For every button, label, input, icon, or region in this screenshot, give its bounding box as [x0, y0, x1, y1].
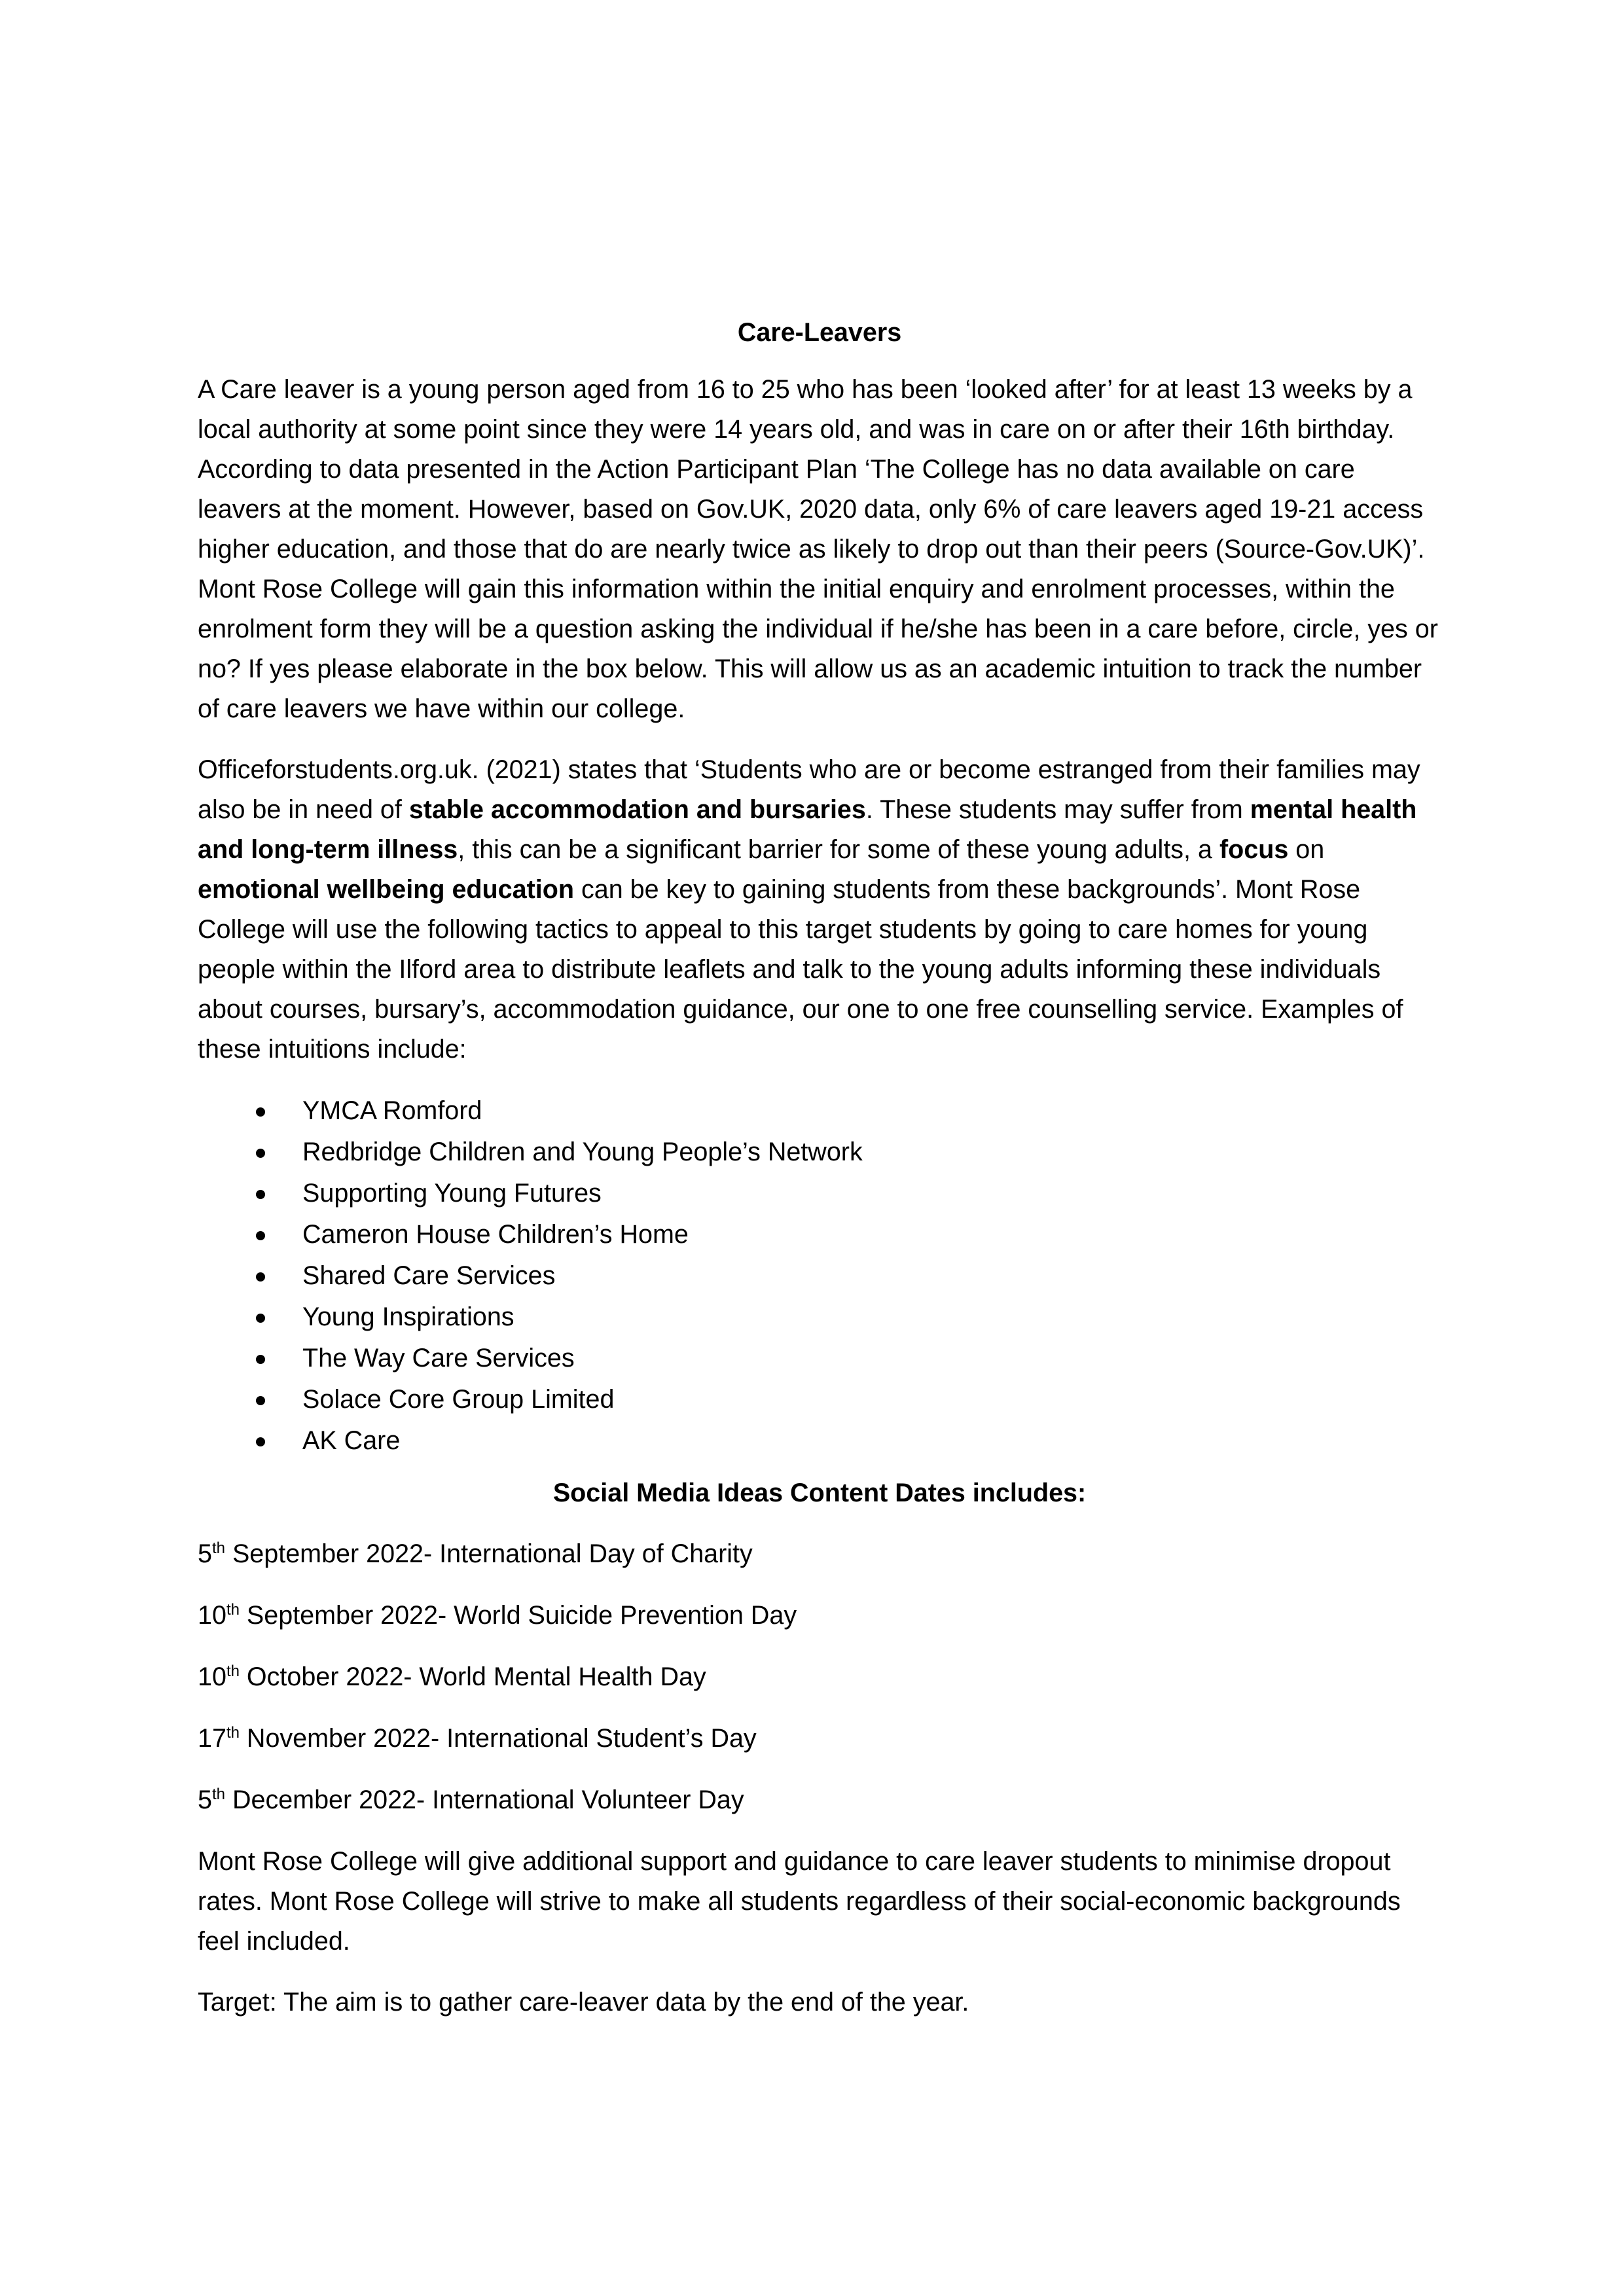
office-for-students-paragraph — [198, 750, 1441, 1069]
intro-paragraph: A Care leaver is a young person aged from 16 to 25 who has been ‘looked after’ for at least 13 weeks by a local authority at some point since they were 14 years old, and was in care on or after their 16th birthday. According to data presented in the Action Participant Plan ‘The College has no data available on care leavers at the moment. However, based on Gov.UK, 2020 data, only 6% of care leavers aged 19-21 access higher education, and those that do are nearly twice as likely to drop out than their peers (Source-Gov.UK)’. Mont Rose College will gain this information within the initial enquiry and enrolment processes, within the enrolment form they will be a question asking the individual if he/she has been in a care before, circle, yes or no? If yes please elaborate in the box below. This will allow us as an academic intuition to track the number of care leavers we have within our college. — [198, 375, 1438, 723]
paragraph-text: Officeforstudents.org.uk. (2021) states that ‘Students who are or become estranged from their families may also be in need of — [198, 755, 1420, 824]
list-item — [198, 1379, 1441, 1420]
list-item-text: AK Care — [302, 1426, 401, 1455]
list-item-text: Solace Core Group Limited — [302, 1385, 615, 1414]
date-day: 5 — [198, 1785, 212, 1814]
date-entry — [198, 1657, 1441, 1697]
list-item — [198, 1297, 1441, 1338]
paragraph-text: . These students may suffer from — [865, 795, 1250, 824]
date-suffix: th — [211, 1785, 225, 1803]
list-item-text: The Way Care Services — [302, 1344, 575, 1372]
target-paragraph: Target: The aim is to gather care-leaver data by the end of the year. — [198, 1988, 969, 2017]
social-media-heading: Social Media Ideas Content Dates includes: — [552, 1479, 1087, 1507]
bold-phrase: stable accommodation and bursaries — [408, 795, 866, 824]
date-description: November 2022- International Student’s Day — [239, 1724, 757, 1753]
list-item — [198, 1090, 1441, 1132]
date-entry — [198, 1534, 1441, 1574]
list-item — [198, 1338, 1441, 1379]
bullet-icon — [256, 1149, 265, 1158]
bold-phrase: mental health and long-term illness — [198, 795, 1417, 864]
list-item — [198, 1132, 1441, 1173]
support-paragraph: Mont Rose College will give additional support and guidance to care leaver students to minimise dropout rates. Mont Rose College will strive to make all students regardless of their social-economic backgrounds feel included. — [198, 1847, 1401, 1956]
bold-phrase: emotional wellbeing education — [198, 875, 575, 904]
list-item-text: Shared Care Services — [302, 1261, 556, 1290]
date-description: September 2022- World Suicide Prevention Day — [239, 1601, 797, 1630]
list-item — [198, 1420, 1441, 1462]
date-description: September 2022- International Day of Charity — [225, 1539, 753, 1568]
date-day: 10 — [198, 1601, 226, 1630]
paragraph-text: , this can be a significant barrier for some of these young adults, a — [458, 835, 1219, 864]
list-item-text: YMCA Romford — [302, 1096, 482, 1125]
page-title: Care-Leavers — [737, 318, 902, 347]
institutions-list — [198, 1090, 1441, 1462]
list-item — [198, 1255, 1441, 1297]
date-day: 17 — [198, 1724, 226, 1753]
date-description: October 2022- World Mental Health Day — [239, 1662, 706, 1691]
bullet-icon — [256, 1355, 265, 1364]
list-item-text: Young Inspirations — [302, 1302, 514, 1331]
date-day: 5 — [198, 1539, 212, 1568]
list-item-text: Supporting Young Futures — [302, 1179, 602, 1208]
bullet-icon — [256, 1190, 265, 1199]
bullet-icon — [256, 1107, 265, 1117]
bullet-icon — [256, 1314, 265, 1323]
date-entry — [198, 1596, 1441, 1636]
bullet-icon — [256, 1437, 265, 1446]
list-item-text: Redbridge Children and Young People’s Network — [302, 1138, 863, 1166]
bullet-icon — [256, 1396, 265, 1405]
bullet-icon — [256, 1272, 265, 1282]
date-entry — [198, 1719, 1441, 1759]
date-day: 10 — [198, 1662, 226, 1691]
list-item — [198, 1214, 1441, 1255]
date-suffix: th — [226, 1662, 240, 1680]
list-item-text: Cameron House Children’s Home — [302, 1220, 689, 1249]
paragraph-text: on — [1288, 835, 1325, 864]
date-suffix: th — [211, 1539, 225, 1557]
date-suffix: th — [226, 1723, 240, 1742]
bullet-icon — [256, 1231, 265, 1240]
date-description: December 2022- International Volunteer Day — [225, 1785, 744, 1814]
document-body — [198, 313, 1441, 2043]
paragraph-text: can be key to gaining students from these backgrounds’. Mont Rose College will use the following tactics to appeal to this target students by going to care homes for young people within the Ilford area to distribute leaflets and talk to the young adults informing these individuals about courses, bursary’s, accommodation guidance, our one to one free counselling service. Examples of these intuitions include: — [198, 875, 1403, 1064]
date-entry — [198, 1780, 1441, 1820]
bold-phrase: focus — [1219, 835, 1289, 864]
list-item — [198, 1173, 1441, 1214]
date-suffix: th — [226, 1600, 240, 1619]
